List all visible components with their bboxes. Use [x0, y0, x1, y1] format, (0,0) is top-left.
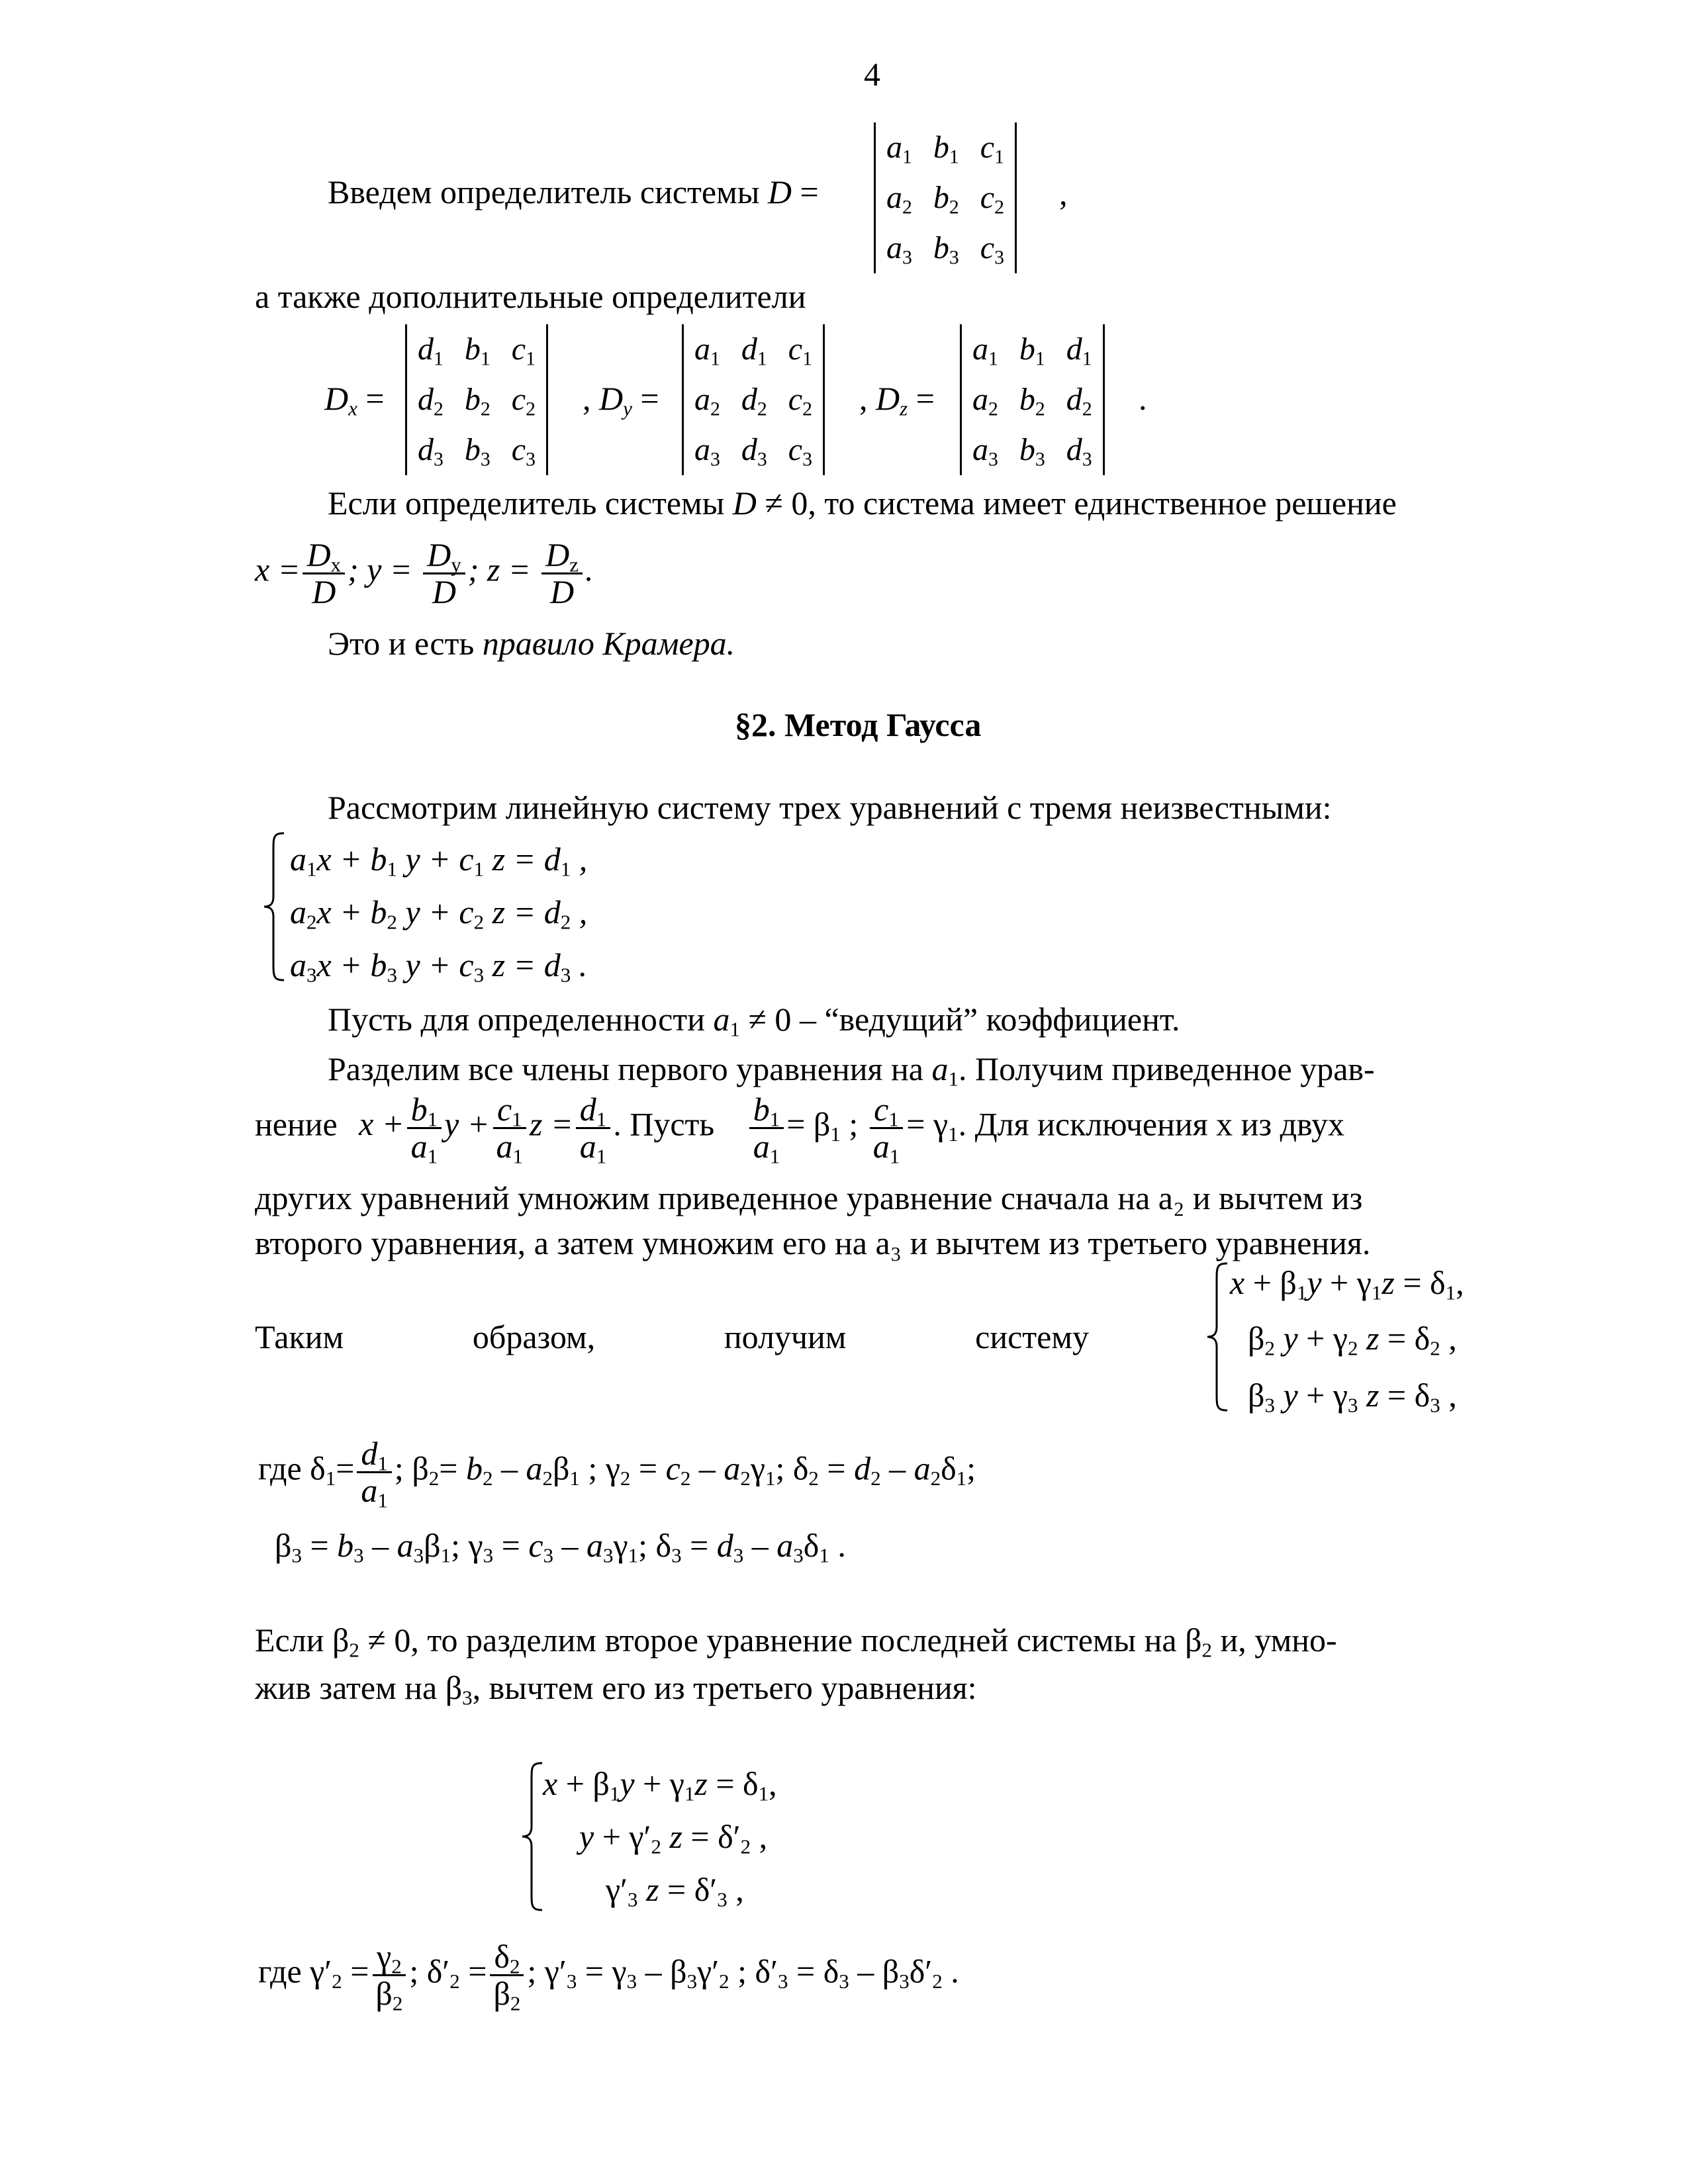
- brace-system-2: [1205, 1261, 1231, 1413]
- system1-eq2: $a_2x + b_2$ $y + c_2$ $z = d_2$ ,: [290, 893, 588, 934]
- page-number: 4: [864, 56, 880, 93]
- symbol-D: D: [767, 173, 792, 210]
- cramer-condition: Если определитель системы D ≠ 0, то система имеет единственное решение: [328, 484, 1397, 522]
- divide-line: Разделим все члены первого уравнения на $a_1$. Получим приведенное урав-: [328, 1050, 1375, 1091]
- Dx-label: $D_x$ =: [324, 380, 385, 420]
- beta-line1-end: и, умно-: [1220, 1621, 1337, 1659]
- period: .: [1139, 380, 1147, 417]
- thus-words: [255, 1317, 1089, 1357]
- para1-line1: других уравнений умножим приведенное уравнение сначала на a₂ и вычтем из: [255, 1179, 1363, 1216]
- system2-eq2: $\beta_2$ $y + \gamma_2$ $z = \delta_2$ ,: [1248, 1320, 1457, 1360]
- divide-end: . Получим приведенное урав-: [958, 1050, 1375, 1087]
- cramer-rule-term: правило Крамера.: [482, 625, 735, 662]
- system3-eq2: $y + \gamma'_2$ $z = \delta'_2$ ,: [579, 1818, 768, 1858]
- where-defs-3: где $\gamma'_2$ = $\frac{\gamma_2}{\beta_2}$ ; $\delta'_2$ = $\frac{\delta_2}{\beta_2}$ ; $\gamma'_3 = \gamma_3 - \beta_3\gamma'_2$ ; $\delta'_3 = \delta_3 - \beta_3\delta'_2$ .: [258, 1938, 959, 2015]
- reduced-line: нение x + $\frac{b_1}{a_1}$ y + $\frac{c_1}{a_1}$ z = $\frac{d_1}{a_1}$ . Пусть $\frac{b_1}{a_1}$ = $\beta_1$ ; $\frac{c_1}{a_1}$ = $\gamma_1$. Для исключения x из двух: [255, 1091, 1344, 1168]
- intro-det-label: Введем определитель системы: [328, 173, 760, 210]
- beta-line1-mid: , то разделим второе уравнение последней системы на: [410, 1621, 1177, 1659]
- system3-eq1: $x + \beta_1y + \gamma_1z = \delta_1$,: [543, 1765, 777, 1805]
- thus-word-0: Таким: [255, 1318, 344, 1355]
- para1-line2: второго уравнения, а затем умножим его на a₃ и вычтем из третьего уравнения.: [255, 1224, 1371, 1261]
- where-word: где: [258, 1449, 302, 1487]
- cramer-condition-rest: , то система имеет единственное решение: [808, 484, 1397, 522]
- system2-eq3: $\beta_3$ $y + \gamma_3$ $z = \delta_3$ ,: [1248, 1377, 1457, 1417]
- comma: ,: [1059, 175, 1068, 212]
- beta-line2-end: , вычтем его из третьего уравнения:: [472, 1669, 977, 1706]
- divide-start: Разделим все члены первого уравнения на: [328, 1050, 923, 1087]
- leading-end: – “ведущий” коэффициент.: [799, 1001, 1180, 1038]
- cramer-formulas: x = $\frac{D_x}{D}$ ; y = $\frac{D_y}{D}$ ; z = $\frac{D_z}{D}$ .: [255, 536, 594, 610]
- intro-det-text: Введем определитель системы D =: [328, 173, 819, 210]
- consider-text: Рассмотрим линейную систему трех уравнений с тремя неизвестными:: [328, 789, 1332, 826]
- cramer-conclusion-start: Это и есть: [328, 625, 475, 662]
- beta-line2: жив затем на $\beta_3$, вычтем его из третьего уравнения:: [255, 1669, 977, 1709]
- Dz-label: , $D_z$ =: [859, 380, 935, 420]
- Dy-label: , $D_y$ =: [583, 380, 659, 420]
- let-word: . Пусть: [613, 1105, 715, 1143]
- beta-line2-start: жив затем на: [255, 1669, 438, 1706]
- system1-eq1: $a_1x + b_1$ $y + c_1$ $z = d_1$ ,: [290, 841, 588, 881]
- leading-start: Пусть для определенности: [328, 1001, 705, 1038]
- where2-word: где: [258, 1952, 302, 1990]
- where-defs-1: где $\delta_1=$ $\frac{d_1}{a_1}$ ; $\beta_2= b_2 - a_2\beta_1$ ; $\gamma_2 = c_2 - a_2\gamma_1$; $\delta_2 = d_2 - a_2\delta_1$;: [258, 1435, 976, 1512]
- beta-line1: Если $\beta_2 \ne 0$, то разделим второе уравнение последней системы на $\beta_2$ и, умно-: [255, 1621, 1337, 1662]
- where-defs-2: $\beta_3 = b_3 - a_3\beta_1$; $\gamma_3 = c_3 - a_3\gamma_1$; $\delta_3 = d_3 - a_3\delta_1$ .: [275, 1527, 846, 1567]
- extra-dets-text: а также дополнительные определители: [255, 278, 806, 315]
- beta-line1-start: Если: [255, 1621, 324, 1659]
- thus-word-1: образом,: [472, 1318, 596, 1355]
- cramer-condition-start: Если определитель системы: [328, 484, 725, 522]
- cramer-conclusion: [328, 623, 735, 663]
- section-title: §2. Метод Гаусса: [735, 706, 982, 743]
- reduced-start: нение: [255, 1105, 338, 1143]
- system2-eq1: $x + \beta_1y + \gamma_1z = \delta_1$,: [1230, 1264, 1464, 1304]
- system3-eq3: $\gamma'_3$ $z = \delta'_3$ ,: [606, 1871, 744, 1911]
- brace-system-3: [520, 1760, 546, 1913]
- thus-word-3: систему: [975, 1318, 1089, 1355]
- system1-eq3: $a_3x + b_3$ $y + c_3$ $z = d_3$ .: [290, 946, 588, 987]
- exclusion-text: . Для исключения x из двух: [958, 1105, 1344, 1143]
- determinant-Dx: $d_1$ $b_1$ $c_1$ $d_2$ $b_2$ $c_2$ $d_3$ $b_3$ $c_3$: [405, 324, 548, 475]
- thus-word-2: получим: [724, 1318, 847, 1355]
- brace-system-1: [261, 831, 288, 983]
- determinant-Dy: $a_1$ $d_1$ $c_1$ $a_2$ $d_2$ $c_2$ $a_3$ $d_3$ $c_3$: [682, 324, 825, 475]
- determinant-D: $a_1$ $b_1$ $c_1$ $a_2$ $b_2$ $c_2$ $a_3$ $b_3$ $c_3$: [874, 122, 1017, 273]
- determinant-Dz: $a_1$ $b_1$ $d_1$ $a_2$ $b_2$ $d_2$ $a_3$ $b_3$ $d_3$: [960, 324, 1105, 475]
- leading-coef: Пусть для определенности $a_1 \ne 0$ – “ведущий” коэффициент.: [328, 1001, 1180, 1041]
